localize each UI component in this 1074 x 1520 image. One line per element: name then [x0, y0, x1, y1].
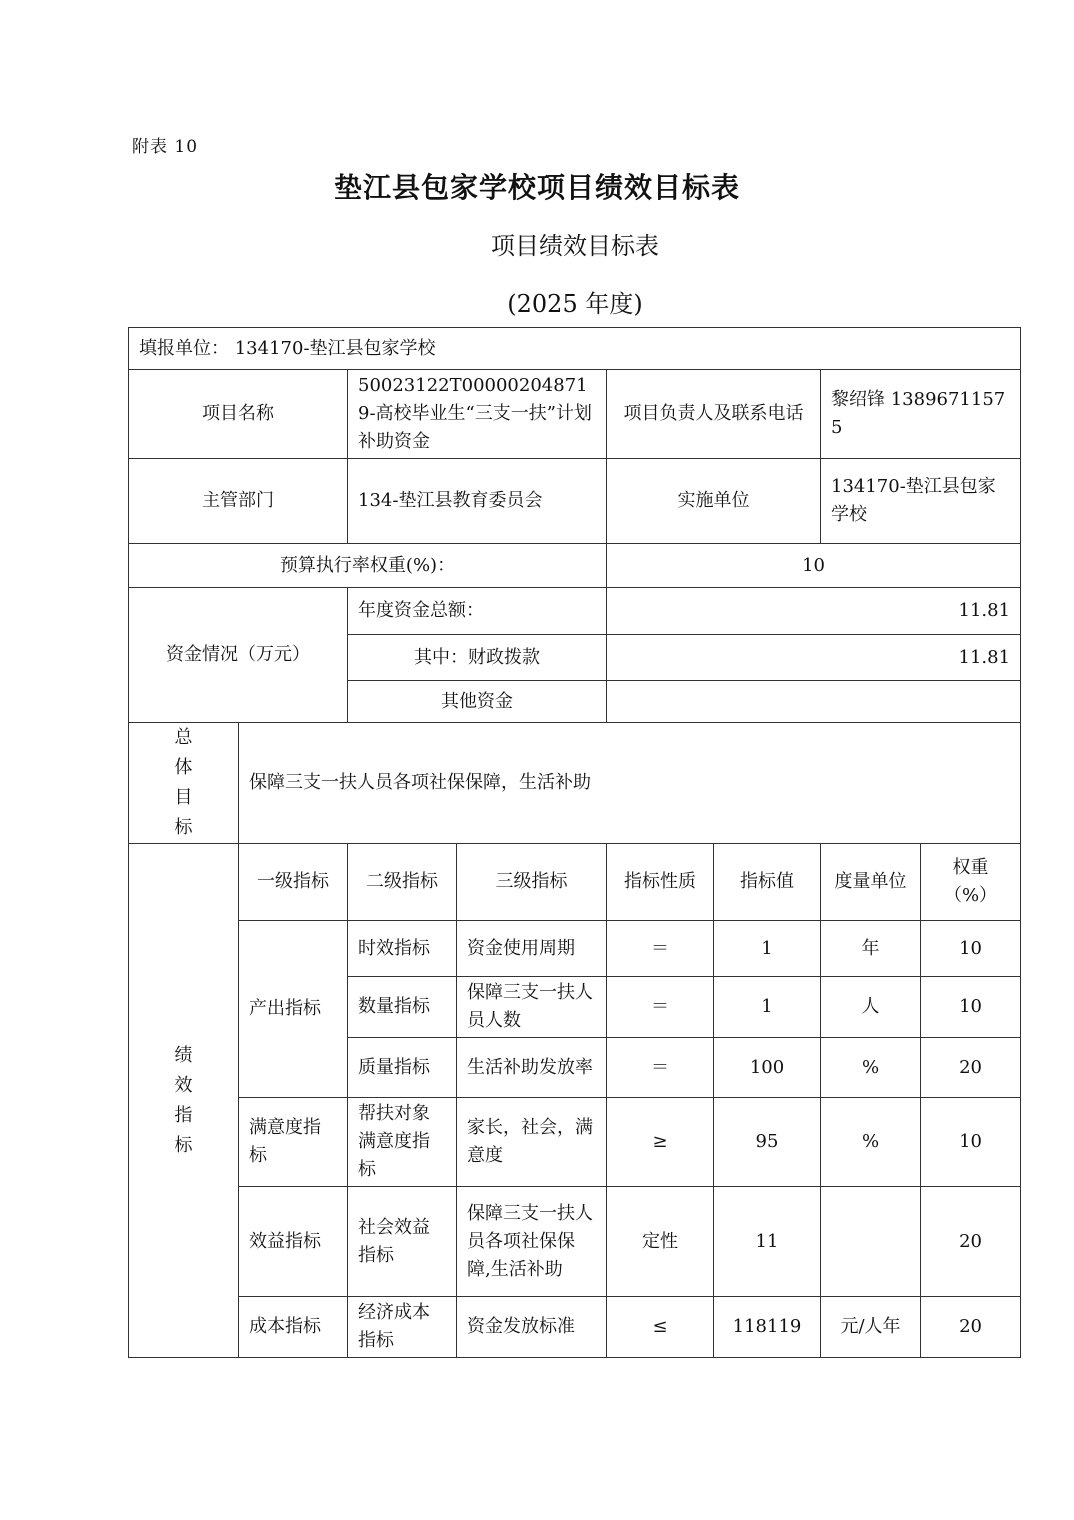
group-cost: 成本指标: [239, 1297, 348, 1358]
dept-label: 主管部门: [129, 459, 348, 544]
row-nature: 定性: [607, 1187, 714, 1297]
row-weight: 20: [921, 1038, 1021, 1098]
overall-goal-row: [129, 723, 1021, 844]
group-output: 产出指标: [239, 921, 348, 1098]
row-level2: 质量指标: [348, 1038, 457, 1098]
budget-rate-row: [129, 544, 1021, 588]
budget-rate-label: 预算执行率权重(%)：: [129, 544, 607, 588]
row-unit: 元/人年: [821, 1297, 921, 1358]
row-unit: 年: [821, 921, 921, 977]
row-unit: 人: [821, 977, 921, 1038]
impl-unit-value: 134170-垫江县包家学校: [821, 459, 1021, 544]
header-level1: 一级指标: [239, 844, 348, 921]
contact-label: 项目负责人及联系电话: [607, 370, 821, 459]
header-weight: 权重（%）: [921, 844, 1021, 921]
row-level3: 保障三支一扶人员人数: [457, 977, 607, 1038]
row-level3: 资金使用周期: [457, 921, 607, 977]
header-value: 指标值: [714, 844, 821, 921]
funds-other-label: 其他资金: [348, 681, 607, 723]
dept-value: 134-垫江县教育委员会: [348, 459, 607, 544]
table-row: [129, 1098, 1021, 1187]
row-nature: ＝: [607, 977, 714, 1038]
row-unit: %: [821, 1098, 921, 1187]
funds-total-row: [129, 588, 1021, 635]
row-level2: 数量指标: [348, 977, 457, 1038]
funds-other-value: [607, 681, 1021, 723]
row-value: 100: [714, 1038, 821, 1098]
row-level2: 经济成本指标: [348, 1297, 457, 1358]
row-value: 1: [714, 977, 821, 1038]
reporting-unit-value: 134170-垫江县包家学校: [234, 337, 436, 359]
contact-value: 黎绍锋 13896711575: [821, 370, 1021, 459]
row-value: 11: [714, 1187, 821, 1297]
funds-total-label: 年度资金总额：: [348, 588, 607, 635]
project-name-value: 50023122T000002048719-高校毕业生“三支一扶”计划补助资金: [348, 370, 607, 459]
page-title: 垫江县包家学校项目绩效目标表: [333, 171, 740, 204]
row-level3: 家长，社会，满意度: [457, 1098, 607, 1187]
project-row: [129, 370, 1021, 459]
row-level2: 时效指标: [348, 921, 457, 977]
row-weight: 10: [921, 921, 1021, 977]
row-weight: 10: [921, 1098, 1021, 1187]
funds-total-value: 11.81: [607, 588, 1021, 635]
impl-unit-label: 实施单位: [607, 459, 821, 544]
row-level2: 社会效益指标: [348, 1187, 457, 1297]
header-level3: 三级指标: [457, 844, 607, 921]
fiscal-year: (2025 年度): [507, 290, 643, 318]
row-value: 95: [714, 1098, 821, 1187]
header-level2: 二级指标: [348, 844, 457, 921]
unit-row: [129, 328, 1021, 370]
table-row: [129, 1297, 1021, 1358]
group-satisfaction: 满意度指标: [239, 1098, 348, 1187]
row-unit: %: [821, 1038, 921, 1098]
row-value: 118119: [714, 1297, 821, 1358]
row-nature: ≥: [607, 1098, 714, 1187]
funds-fiscal-value: 11.81: [607, 635, 1021, 681]
row-level3: 保障三支一扶人员各项社保保障,生活补助: [457, 1187, 607, 1297]
funds-label: 资金情况（万元）: [129, 588, 348, 723]
row-unit: [821, 1187, 921, 1297]
group-benefit: 效益指标: [239, 1187, 348, 1297]
project-name-label: 项目名称: [129, 370, 348, 459]
department-row: [129, 459, 1021, 544]
row-nature: ＝: [607, 1038, 714, 1098]
row-weight: 10: [921, 977, 1021, 1038]
funds-fiscal-label: 其中：财政拨款: [348, 635, 607, 681]
row-weight: 20: [921, 1187, 1021, 1297]
header-unit: 度量单位: [821, 844, 921, 921]
row-nature: ≤: [607, 1297, 714, 1358]
table-row: [129, 1187, 1021, 1297]
row-value: 1: [714, 921, 821, 977]
row-weight: 20: [921, 1297, 1021, 1358]
indicator-header-row: [129, 844, 1021, 921]
overall-goal-label: 总体目标: [129, 723, 239, 844]
budget-rate-value: 10: [607, 544, 1021, 588]
performance-target-table: [128, 327, 1021, 1358]
row-level2: 帮扶对象满意度指标: [348, 1098, 457, 1187]
annex-label: 附表 10: [132, 137, 199, 157]
row-level3: 生活补助发放率: [457, 1038, 607, 1098]
reporting-unit-label: 填报单位：: [139, 337, 229, 359]
overall-goal-text: 保障三支一扶人员各项社保保障，生活补助: [239, 723, 1021, 844]
indicators-label: 绩效指标: [129, 844, 239, 1358]
row-level3: 资金发放标准: [457, 1297, 607, 1358]
row-nature: ＝: [607, 921, 714, 977]
page-subtitle: 项目绩效目标表: [491, 232, 659, 260]
table-row: [129, 921, 1021, 977]
header-nature: 指标性质: [607, 844, 714, 921]
reporting-unit: [129, 328, 1021, 370]
